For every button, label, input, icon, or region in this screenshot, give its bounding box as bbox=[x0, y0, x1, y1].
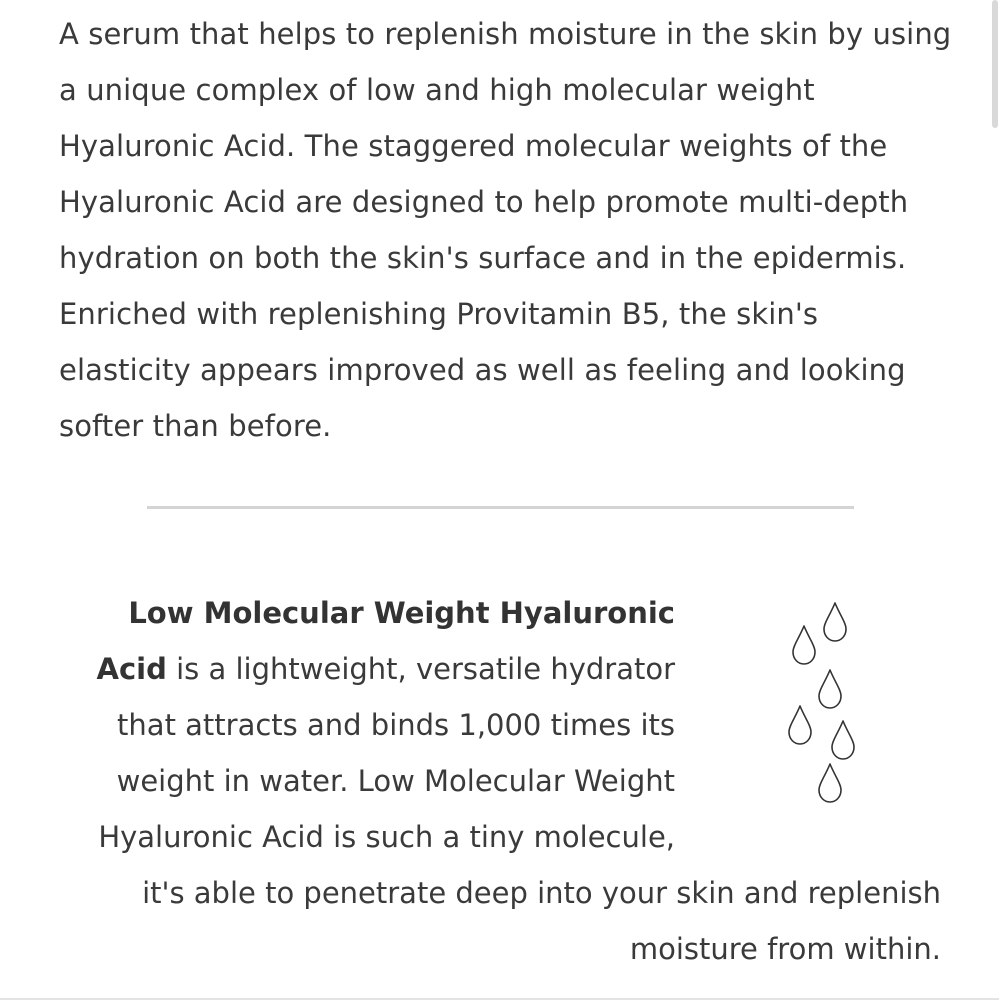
description-line: A serum that helps to replenish moisture in the skin by using bbox=[59, 17, 952, 51]
feature-line: moisture from within. bbox=[629, 932, 941, 966]
drop-icon bbox=[819, 764, 841, 802]
feature-line: Hyaluronic Acid is such a tiny molecule, bbox=[98, 820, 675, 854]
description-line: Hyaluronic Acid. The staggered molecular weights of the bbox=[59, 129, 888, 163]
feature-heading bbox=[128, 585, 675, 641]
feature-line: that attracts and binds 1,000 times its bbox=[117, 708, 675, 742]
feature-heading-text: Low Molecular Weight Hyaluronic bbox=[128, 596, 675, 630]
drop-icon bbox=[819, 670, 841, 708]
description-line: Enriched with replenishing Provitamin B5, the skin's bbox=[59, 297, 819, 331]
feature-line: weight in water. Low Molecular Weight bbox=[116, 764, 675, 798]
section-divider bbox=[147, 506, 854, 509]
drop-icon bbox=[824, 603, 846, 641]
product-description bbox=[59, 6, 959, 454]
description-line: a unique complex of low and high molecular weight bbox=[59, 73, 815, 107]
feature-heading-continued: Acid bbox=[96, 652, 167, 686]
description-line: hydration on both the skin's surface and in the epidermis. bbox=[59, 241, 907, 275]
scrollbar-thumb[interactable] bbox=[992, 0, 998, 128]
drop-icon bbox=[793, 626, 815, 664]
description-line: Hyaluronic Acid are designed to help promote multi-depth bbox=[59, 185, 909, 219]
drop-icon bbox=[832, 721, 854, 759]
feature-line: it's able to penetrate deep into your skin and replenish bbox=[142, 876, 941, 910]
water-drops-icon bbox=[780, 595, 870, 815]
drop-icon bbox=[789, 706, 811, 744]
feature-text: is a lightweight, versatile hydrator bbox=[166, 652, 675, 686]
description-line: softer than before. bbox=[59, 409, 332, 443]
description-line: elasticity appears improved as well as feeling and looking bbox=[59, 353, 906, 387]
scrollbar[interactable] bbox=[987, 0, 999, 1000]
feature-line bbox=[97, 641, 675, 697]
